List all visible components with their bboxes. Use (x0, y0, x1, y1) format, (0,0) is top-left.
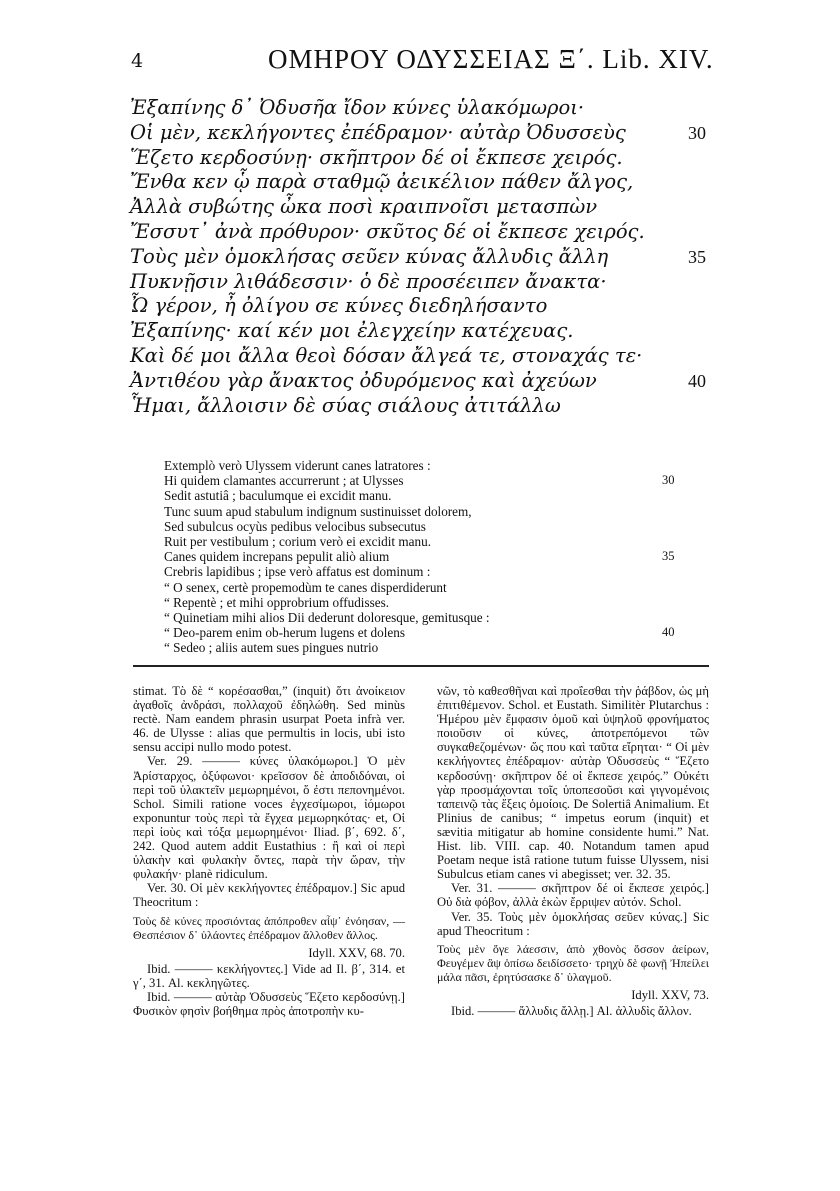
note-paragraph: νῶν, τὸ καθεσθῆναι καὶ προΐεσθαι τὴν ῥάβδον, ὡς μὴ ἐπιτιθέμενον. Schol. et Eustath. Similitèr Plutarchus : Ἡμέρου μὲν ἔμφασιν ὁμοῦ καὶ ὑψηλοῦ φρονήματος ποιοῦσιν οἱ κύνες, ἀποτρεπόμενοι τῶν συγκαθεζομένων· ὥς που καὶ ταῦτα εἴρηται· “ Οἱ μὲν κεκλήγοντες ἐπέδραμον· αὐτὰρ Ὀδυσσεὺς “ Ἕζετο κερδοσύνῃ· σκῆπτρον δέ οἱ ἔκπεσε χειρός.” Οὐκέτι γὰρ προσμάχονται τοῖς ὑποπεσοῦσι καὶ γιγνομένοις ταπεινῷ τὰς ἕξεις ὁμοίοις. De Solertiâ Animalium. Et Plinius de canibus; “ impetus eorum (inquit) et sævitia mitigatur ab homine considente humi.” Nat. Hist. lib. VIII. cap. 40. Notandum tamen apud Poetam neque istâ ratione tutum fuisse Ulyssem, nisi Subulcus etiam canes vi abegisset; ver. 32. 35. (437, 684, 709, 882)
greek-line: Ὦ γέρον, ἦ ὀλίγου σε κύνες διεδηλήσαντο (130, 294, 548, 318)
note-paragraph: Τοὺς μὲν ὅγε λάεσσιν, ἀπὸ χθονὸς ὅσσον ἀείρων, Φευγέμεν ἂψ ὀπίσω δειδίσσετο· τρηχὺ δὲ φωνῇ Ἠπείλει μάλα πᾶσι, ἐρητύσασκε δ᾽ ὑλαγμοῦ. (437, 941, 709, 984)
latin-line: Extemplò verò Ulyssem viderunt canes latratores : (164, 458, 431, 473)
note-paragraph: stimat. Τὸ δὲ “ κορέσασθαι,” (inquit) ὅτι ἀνοίκειον ἀγαθοῖς ἀνδράσι, πολλαχοῦ ἐδηλώθη. Sed minùs rectè. Nam eandem phrasin usurpat Poeta infrà ver. 46. de Ulysse : alias que permultis in locis, ubi isto sensu accipi nullo modo potest. (133, 684, 405, 755)
greek-line: Καὶ δέ μοι ἄλλα θεοὶ δόσαν ἄλγεά τε, στοναχάς τε· (130, 344, 643, 367)
note-paragraph: Ibid. ——— κεκλήγοντες.] Vide ad Il. β΄, 314. et γ΄, 31. Al. κεκληγῶτες. (133, 961, 405, 990)
note-paragraph: Ver. 30. Οἱ μὲν κεκλήγοντες ἐπέδραμον.] Sic apud Theocritum : (133, 881, 405, 910)
greek-line: Ἀντιθέου γὰρ ἄνακτος ὀδυρόμενος καὶ ἀχεύων (130, 368, 597, 392)
latin-line: Ruit per vestibulum ; corium verò ei excidit manu. (164, 534, 431, 549)
note-paragraph: Idyll. XXV, 68. 70. (308, 945, 405, 960)
greek-line-number: 35 (688, 246, 706, 267)
latin-line: “ Repentè ; et mihi opprobrium offudisses. (164, 594, 390, 610)
greek-line: Ἀλλὰ συβώτης ὦκα ποσὶ κραιπνοῖσι μετασπὼν (130, 195, 598, 219)
latin-line: “ Sedeo ; aliis autem sues pingues nutrio (164, 640, 379, 656)
latin-line: Tunc suum apud stabulum indignum sustinuisset dolorem, (164, 503, 472, 519)
greek-line: Ἐξαπίνης· καί κέν μοι ἐλεγχείην κατέχευας. (130, 319, 574, 343)
greek-line: Πυκνῇσιν λιθάδεσσιν· ὁ δὲ προσέειπεν ἄνακτα· (130, 269, 607, 293)
greek-line: Ἔνθα κεν ᾧ παρὰ σταθμῷ ἀεικέλιον πάθεν ἄλγος, (130, 170, 634, 194)
greek-line: Ἔσσυτ᾽ ἀνὰ πρόθυρον· σκῦτος δέ οἱ ἔκπεσε χειρός. (130, 220, 645, 243)
latin-line: Canes quidem increpans pepulit aliò alium (164, 549, 390, 565)
greek-line: Οἱ μὲν, κεκλήγοντες ἐπέδραμον· αὐτὰρ Ὀδυσσεὺς (130, 120, 626, 144)
notes-column-right (437, 684, 709, 1018)
latin-line: Sedit astutiâ ; baculumque ei excidit manu. (164, 488, 392, 504)
latin-line: “ Deo-parem enim ob-herum lugens et dolens (164, 625, 405, 641)
latin-line: Hi quidem clamantes accurrerunt ; at Ulysses (164, 473, 404, 489)
page-number: 4 (131, 50, 144, 72)
greek-line: Ἧμαι, ἄλλοισιν δὲ σύας σιάλους ἀτιτάλλω (130, 393, 561, 417)
note-paragraph: Ver. 29. ——— κύνες ὑλακόμωροι.] Ὁ μὲν Ἀρίσταρχος, ὀξύφωνοι· κρεῖσσον δὲ ἀποδιδόναι, οἱ περὶ τοῦ ὑλακτεῖν μεμωρημένοι, ὅ ἐστι πεπονημένοι. Schol. Simili ratione voces ἐγχεσίμωροι, ἰόμωροι exponuntur τοὺς περὶ τὰ ἔγχεα μεμωρηκότας· et, Οἱ περὶ ἰοὺς καὶ τόξα μεμωρημένοι· Iliad. β΄, 692. δ΄, 242. Quod autem addit Eustathius : ἢ καὶ οἱ περὶ ὑλακὴν καὶ φυλακὴν ὄντες, παρὰ τὴν ὥραν, τὴν φυλακήν· planè ridiculum. (133, 754, 405, 882)
notes-column-left (133, 684, 405, 1018)
divider-rule (133, 665, 709, 667)
note-paragraph: Ibid. ——— ἄλλυδις ἄλλῃ.] Al. ἀλλυδὶς ἄλλον. (451, 1004, 692, 1019)
note-paragraph: Ibid. ——— αὐτὰρ Ὀδυσσεὺς Ἕζετο κερδοσύνῃ.] Φυσικὸν φησὶν βοήθημα πρὸς ἀποτροπὴν κυ- (133, 989, 405, 1019)
greek-line: Τοὺς μὲν ὁμοκλήσας σεῦεν κύνας ἄλλυδις ἄλλη (130, 244, 609, 268)
latin-line-number: 35 (662, 549, 675, 564)
greek-line-number: 30 (688, 122, 706, 143)
greek-line-number: 40 (688, 370, 706, 391)
note-paragraph: Τοὺς δὲ κύνες προσιόντας ἀπόπροθεν αἶψ᾽ ἐνόησαν, — Θεσπέσιον δ᾽ ὑλάοντες ἐπέδραμον ἄλλοθεν ἄλλος. (133, 913, 405, 942)
latin-line: “ Quinetiam mihi alios Dii dederunt doloresque, gemitusque : (164, 610, 490, 625)
note-paragraph: Ver. 35. Τοὺς μὲν ὁμοκλήσας σεῦεν κύνας.] Sic apud Theocritum : (437, 909, 709, 938)
greek-line: Ἕζετο κερδοσύνῃ· σκῆπτρον δέ οἱ ἔκπεσε χειρός. (130, 145, 623, 169)
latin-line: Crebris lapidibus ; ipse verò affatus est dominum : (164, 564, 431, 580)
latin-line: Sed subulcus ocyùs pedibus velocibus subsecutus (164, 518, 426, 534)
latin-line-number: 40 (662, 625, 675, 640)
latin-line-number: 30 (662, 473, 675, 488)
greek-line: Ἐξαπίνης δ᾽ Ὀδυσῆα ἴδον κύνες ὑλακόμωροι· (130, 96, 585, 119)
latin-line: “ O senex, certè propemodùm te canes disperdiderunt (164, 579, 447, 595)
running-head: ΟΜΗΡΟΥ ΟΔΥΣΣΕΙΑΣ Ξ΄. Lib. XIV. (268, 44, 714, 74)
note-paragraph: Idyll. XXV, 73. (631, 987, 709, 1002)
note-paragraph: Ver. 31. ——— σκῆπτρον δέ οἱ ἔκπεσε χειρός.] Οὐ διὰ φόβον, ἀλλὰ ἑκὼν ἔρριψεν αὐτόν. Schol. (437, 881, 709, 910)
